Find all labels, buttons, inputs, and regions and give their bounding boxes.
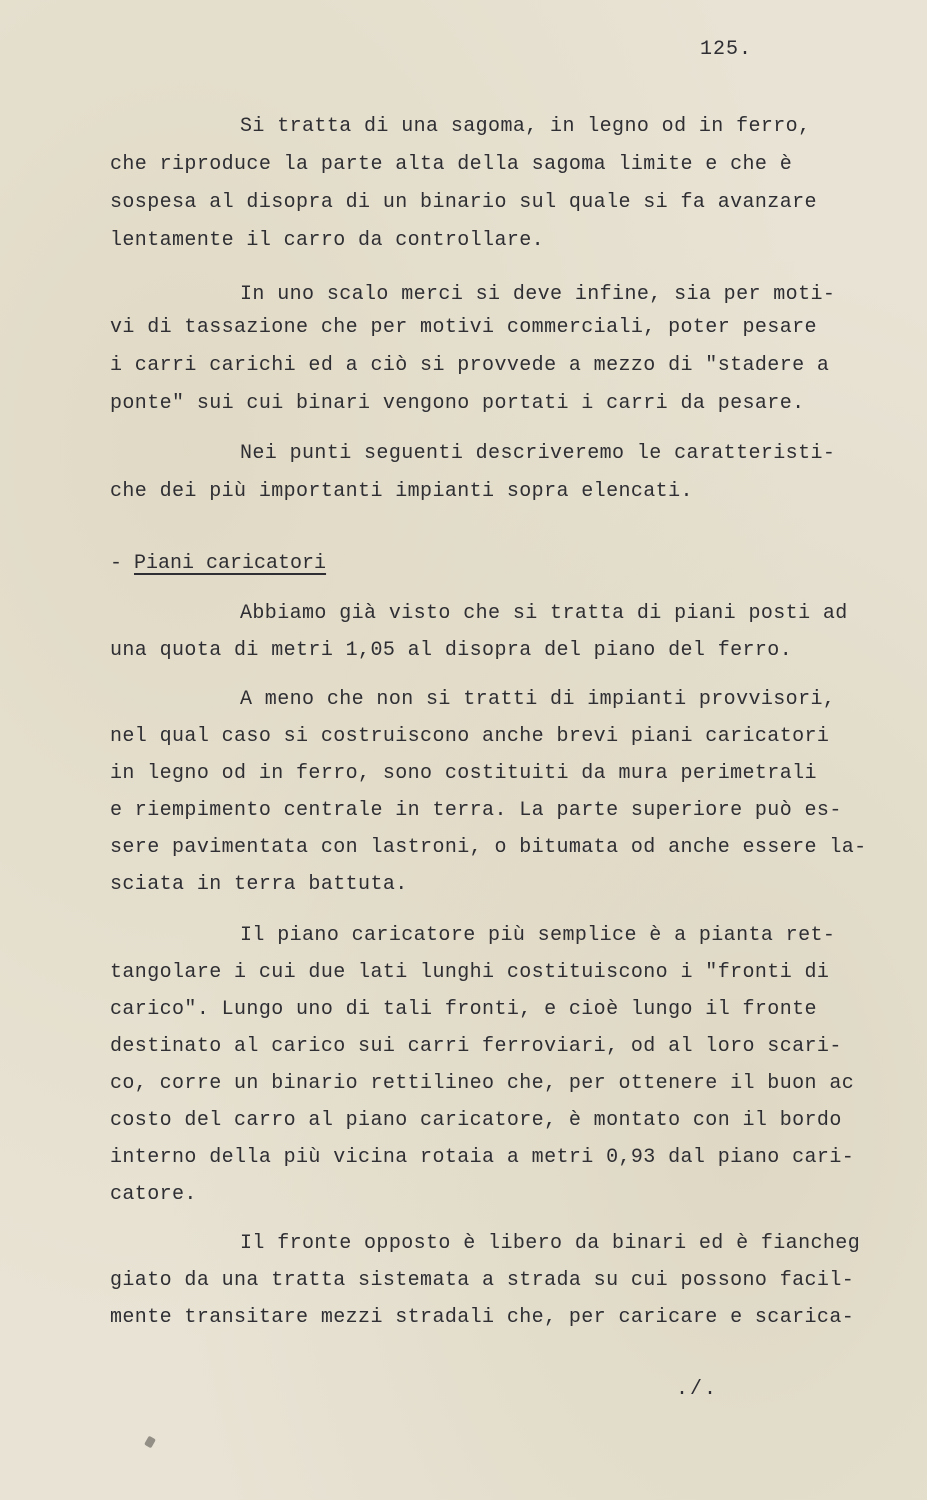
text-line: ponte" sui cui binari vengono portati i carri da pesare.	[110, 392, 805, 415]
text-line: Il piano caricatore più semplice è a pianta ret-	[240, 924, 836, 947]
text-line: Nei punti seguenti descriveremo le caratteristi-	[240, 442, 836, 465]
section-dash: -	[110, 552, 135, 575]
text-line: giato da una tratta sistemata a strada su cui possono facil-	[110, 1269, 855, 1292]
text-line: lentamente il carro da controllare.	[110, 229, 545, 252]
text-line: che riproduce la parte alta della sagoma limite e che è	[110, 153, 793, 176]
section-heading	[110, 552, 326, 576]
text-line: carico". Lungo uno di tali fronti, e cioè lungo il fronte	[110, 998, 817, 1021]
text-line: sciata in terra battuta.	[110, 873, 408, 896]
text-line: Si tratta di una sagoma, in legno od in ferro,	[240, 115, 811, 138]
text-line: vi di tassazione che per motivi commerciali, poter pesare	[110, 316, 817, 339]
text-line: una quota di metri 1,05 al disopra del piano del ferro.	[110, 639, 793, 662]
text-line: A meno che non si tratti di impianti provvisori,	[240, 688, 836, 711]
page-number: 125.	[700, 38, 753, 61]
continuation-mark: ./.	[676, 1378, 719, 1401]
text-line: sospesa al disopra di un binario sul quale si fa avanzare	[110, 191, 817, 214]
text-line: in legno od in ferro, sono costituiti da mura perimetrali	[110, 762, 817, 785]
text-line: In uno scalo merci si deve infine, sia per moti-	[240, 283, 836, 306]
text-line: costo del carro al piano caricatore, è montato con il bordo	[110, 1109, 842, 1132]
text-line: interno della più vicina rotaia a metri 0,93 dal piano cari-	[110, 1146, 855, 1169]
ink-speck	[144, 1436, 156, 1449]
text-line: tangolare i cui due lati lunghi costituiscono i "fronti di	[110, 961, 830, 984]
text-line: catore.	[110, 1183, 197, 1206]
text-line: che dei più importanti impianti sopra elencati.	[110, 480, 693, 503]
text-line: i carri carichi ed a ciò si provvede a mezzo di "stadere a	[110, 354, 830, 377]
text-line: Il fronte opposto è libero da binari ed è fiancheg	[240, 1232, 861, 1255]
text-line: sere pavimentata con lastroni, o bitumata od anche essere la-	[110, 836, 867, 859]
text-line: mente transitare mezzi stradali che, per caricare e scarica-	[110, 1306, 855, 1329]
text-line: Abbiamo già visto che si tratta di piani posti ad	[240, 602, 848, 625]
text-line: co, corre un binario rettilineo che, per ottenere il buon ac	[110, 1072, 855, 1095]
section-title: Piani caricatori	[134, 552, 327, 575]
text-line: nel qual caso si costruiscono anche brevi piani caricatori	[110, 725, 830, 748]
text-line: destinato al carico sui carri ferroviari, od al loro scari-	[110, 1035, 842, 1058]
text-line: e riempimento centrale in terra. La parte superiore può es-	[110, 799, 842, 822]
